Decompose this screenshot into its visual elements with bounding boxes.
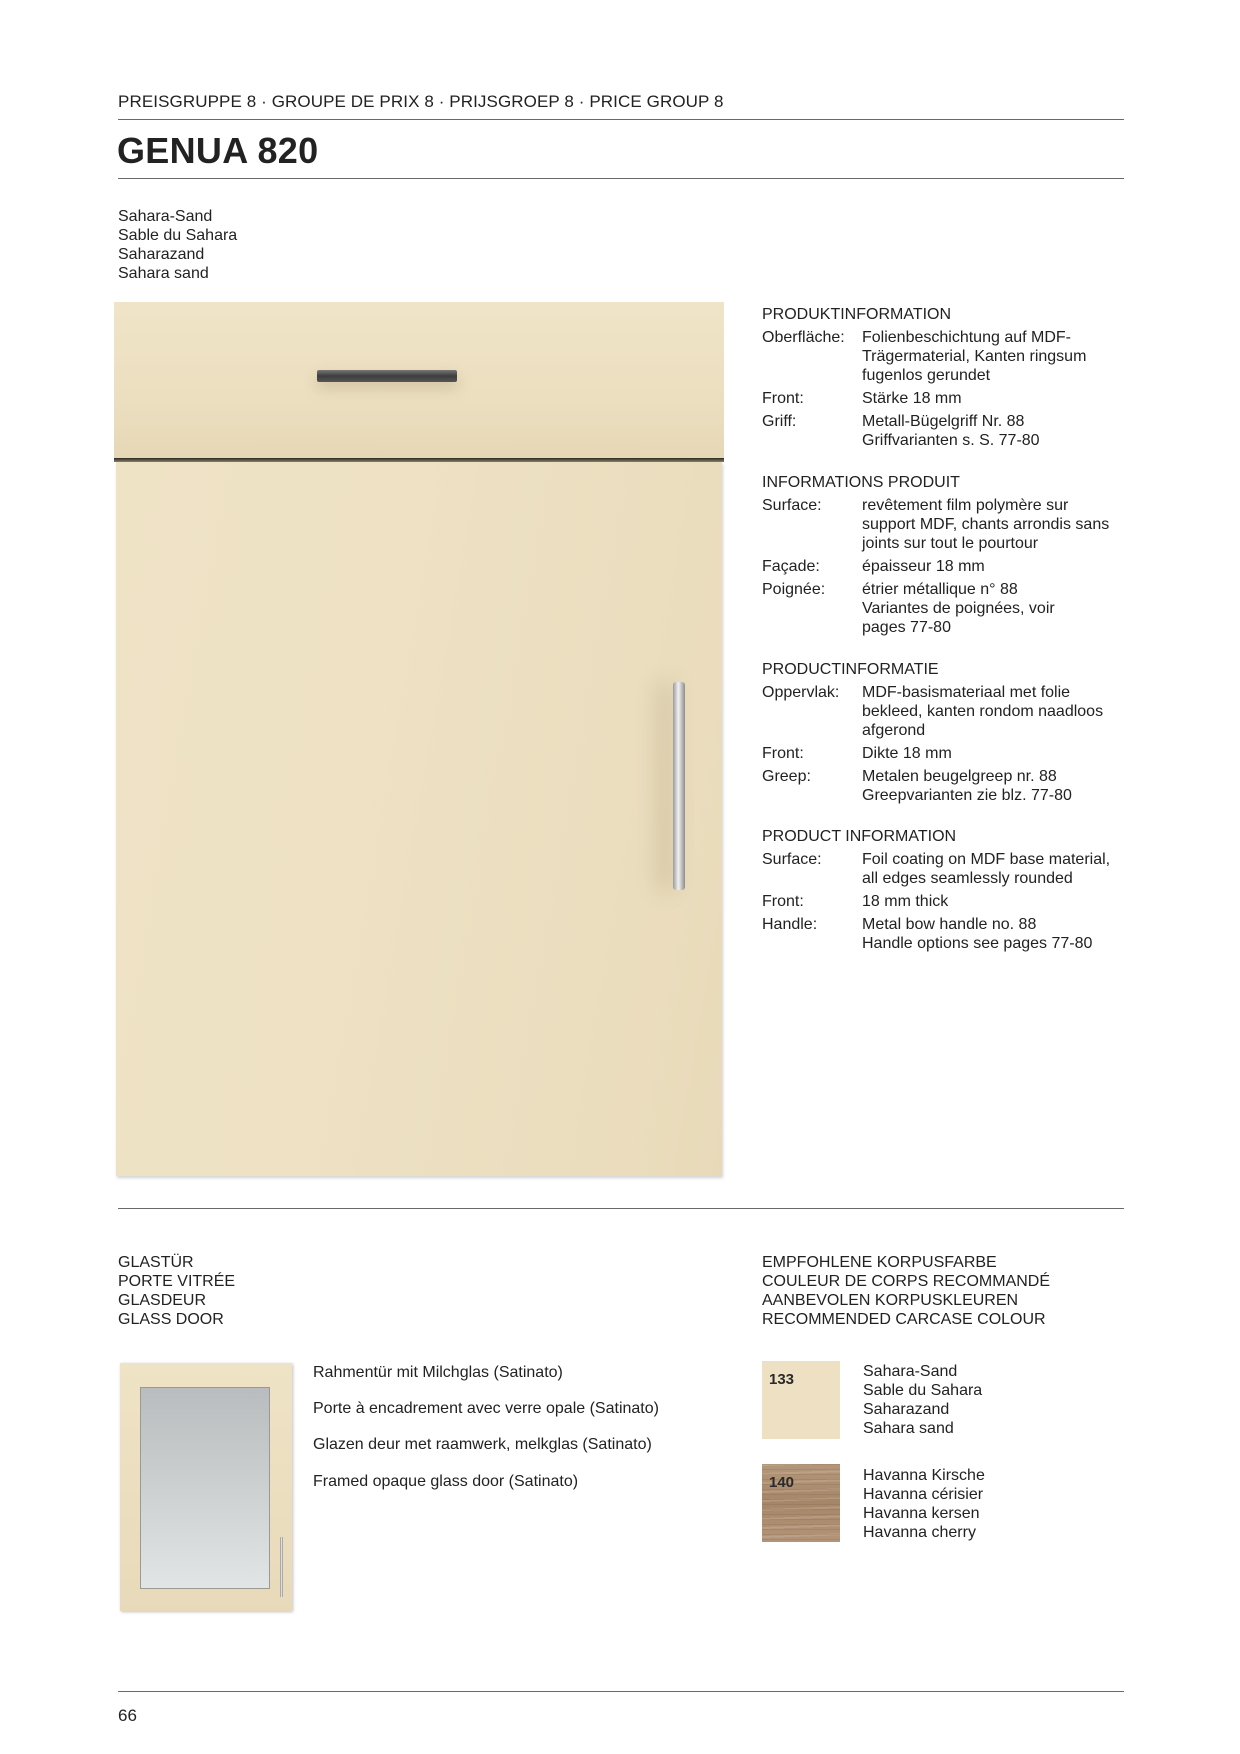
- info-line: Metalen beugelgreep nr. 88: [862, 768, 1057, 785]
- info-value: [862, 328, 1142, 385]
- info-value: [862, 580, 1142, 637]
- info-row: [762, 892, 1142, 911]
- info-row: [762, 389, 1142, 408]
- info-line: revêtement film polymère sur: [862, 497, 1069, 514]
- info-value: [862, 767, 1142, 805]
- info-line: Variantes de poignées, voir: [862, 600, 1055, 617]
- page-title: GENUA 820: [117, 130, 319, 171]
- swatch-name: Havanna cherry: [863, 1524, 976, 1541]
- drawer-front: [114, 302, 724, 458]
- info-heading: PRODUCT INFORMATION: [762, 828, 957, 845]
- info-label: Poignée:: [762, 581, 826, 598]
- glass-door-heading: [118, 1253, 235, 1329]
- swatch-133: [762, 1361, 840, 1439]
- info-label: Front:: [762, 745, 804, 762]
- info-value: [862, 915, 1142, 953]
- info-heading: PRODUKTINFORMATION: [762, 306, 952, 323]
- door-front: [116, 462, 722, 1176]
- swatch-code: 140: [769, 1474, 795, 1491]
- header-rule: [118, 119, 1124, 120]
- carcase-heading-de: EMPFOHLENE KORPUSFARBE: [762, 1254, 997, 1271]
- swatch-name: Sahara-Sand: [863, 1363, 958, 1380]
- door-handle: [673, 682, 685, 890]
- glass-door-heading-fr: PORTE VITRÉE: [118, 1273, 236, 1290]
- info-line: Griffvarianten s. S. 77-80: [862, 432, 1040, 449]
- info-line: support MDF, chants arrondis sans: [862, 516, 1110, 533]
- info-line: bekleed, kanten rondom naadloos: [862, 703, 1104, 720]
- info-line: Trägermaterial, Kanten ringsum: [862, 348, 1087, 365]
- info-line: Dikte 18 mm: [862, 745, 952, 762]
- info-label: Handle:: [762, 916, 818, 933]
- info-line: Handle options see pages 77-80: [862, 935, 1093, 952]
- glass-door-heading-nl: GLASDEUR: [118, 1292, 207, 1309]
- glass-pane: [140, 1387, 270, 1589]
- swatch-name: Sahara sand: [863, 1420, 954, 1437]
- info-label: Surface:: [762, 851, 822, 868]
- info-value: [862, 683, 1142, 740]
- info-value: [862, 850, 1142, 888]
- colour-name-fr: Sable du Sahara: [118, 227, 238, 244]
- info-line: Greepvarianten zie blz. 77-80: [862, 787, 1072, 804]
- info-label: Greep:: [762, 768, 811, 785]
- info-row: [762, 580, 1142, 637]
- info-line: MDF-basismateriaal met folie: [862, 684, 1071, 701]
- glass-door-desc-nl: Glazen deur met raamwerk, melkglas (Satinato): [313, 1436, 652, 1453]
- colour-name-nl: Saharazand: [118, 246, 205, 263]
- cabinet-front-image: [114, 302, 724, 1176]
- product-info-fr: [762, 473, 1142, 641]
- glass-door-desc-de: Rahmentür mit Milchglas (Satinato): [313, 1364, 563, 1381]
- swatch-140-names: [863, 1466, 985, 1542]
- info-label: Griff:: [762, 413, 797, 430]
- info-value: [862, 389, 1142, 408]
- swatch-140: [762, 1464, 840, 1542]
- swatch-133-names: [863, 1362, 982, 1438]
- glass-door-desc-fr: Porte à encadrement avec verre opale (Satinato): [313, 1400, 659, 1417]
- info-row: [762, 767, 1142, 805]
- swatch-code: 133: [769, 1371, 795, 1388]
- carcase-heading-nl: AANBEVOLEN KORPUSKLEUREN: [762, 1292, 1019, 1309]
- info-line: 18 mm thick: [862, 893, 949, 910]
- glass-door-handle: [280, 1537, 283, 1597]
- title-rule: [118, 178, 1124, 179]
- info-line: joints sur tout le pourtour: [862, 535, 1039, 552]
- glass-door-heading-de: GLASTÜR: [118, 1254, 194, 1271]
- info-line: étrier métallique n° 88: [862, 581, 1018, 598]
- info-line: Stärke 18 mm: [862, 390, 962, 407]
- info-label: Front:: [762, 893, 804, 910]
- info-heading: INFORMATIONS PRODUIT: [762, 474, 960, 491]
- info-row: [762, 744, 1142, 763]
- info-row: [762, 412, 1142, 450]
- info-value: [862, 412, 1142, 450]
- info-line: Metal bow handle no. 88: [862, 916, 1037, 933]
- drawer-handle: [317, 370, 457, 382]
- carcase-heading-en: RECOMMENDED CARCASE COLOUR: [762, 1311, 1046, 1328]
- section-rule: [118, 1208, 1124, 1209]
- info-line: afgerond: [862, 722, 926, 739]
- info-line: épaisseur 18 mm: [862, 558, 985, 575]
- info-line: all edges seamlessly rounded: [862, 870, 1073, 887]
- info-value: [862, 744, 1142, 763]
- info-line: Foil coating on MDF base material,: [862, 851, 1111, 868]
- info-label: Surface:: [762, 497, 822, 514]
- info-row: [762, 915, 1142, 953]
- colour-name-en: Sahara sand: [118, 265, 209, 282]
- info-row: [762, 557, 1142, 576]
- colour-name-list: [118, 207, 237, 283]
- info-row: [762, 683, 1142, 740]
- footer-rule: [118, 1691, 1124, 1692]
- carcase-heading: [762, 1253, 1050, 1329]
- product-info-nl: [762, 660, 1142, 809]
- swatch-name: Sable du Sahara: [863, 1382, 983, 1399]
- info-line: pages 77-80: [862, 619, 951, 636]
- carcase-heading-fr: COULEUR DE CORPS RECOMMANDÉ: [762, 1273, 1051, 1290]
- info-row: [762, 850, 1142, 888]
- info-label: Façade:: [762, 558, 820, 575]
- swatch-name: Saharazand: [863, 1401, 950, 1418]
- colour-name-de: Sahara-Sand: [118, 208, 213, 225]
- swatch-name: Havanna cérisier: [863, 1486, 984, 1503]
- info-row: [762, 496, 1142, 553]
- swatch-name: Havanna kersen: [863, 1505, 980, 1522]
- info-line: Metall-Bügelgriff Nr. 88: [862, 413, 1025, 430]
- glass-door-heading-en: GLASS DOOR: [118, 1311, 224, 1328]
- product-info-en: [762, 827, 1142, 957]
- page-number: 66: [118, 1706, 137, 1725]
- info-label: Front:: [762, 390, 804, 407]
- glass-door-image: [120, 1363, 292, 1611]
- info-value: [862, 496, 1142, 553]
- info-heading: PRODUCTINFORMATIE: [762, 661, 939, 678]
- info-label: Oppervlak:: [762, 684, 840, 701]
- info-label: Oberfläche:: [762, 329, 845, 346]
- info-value: [862, 892, 1142, 911]
- product-info-de: [762, 305, 1142, 454]
- glass-door-desc-en: Framed opaque glass door (Satinato): [313, 1473, 579, 1490]
- price-group-line: PREISGRUPPE 8 · GROUPE DE PRIX 8 · PRIJSGROEP 8 · PRICE GROUP 8: [118, 92, 724, 111]
- info-value: [862, 557, 1142, 576]
- swatch-name: Havanna Kirsche: [863, 1467, 985, 1484]
- info-line: Folienbeschichtung auf MDF-: [862, 329, 1071, 346]
- info-line: fugenlos gerundet: [862, 367, 991, 384]
- info-row: [762, 328, 1142, 385]
